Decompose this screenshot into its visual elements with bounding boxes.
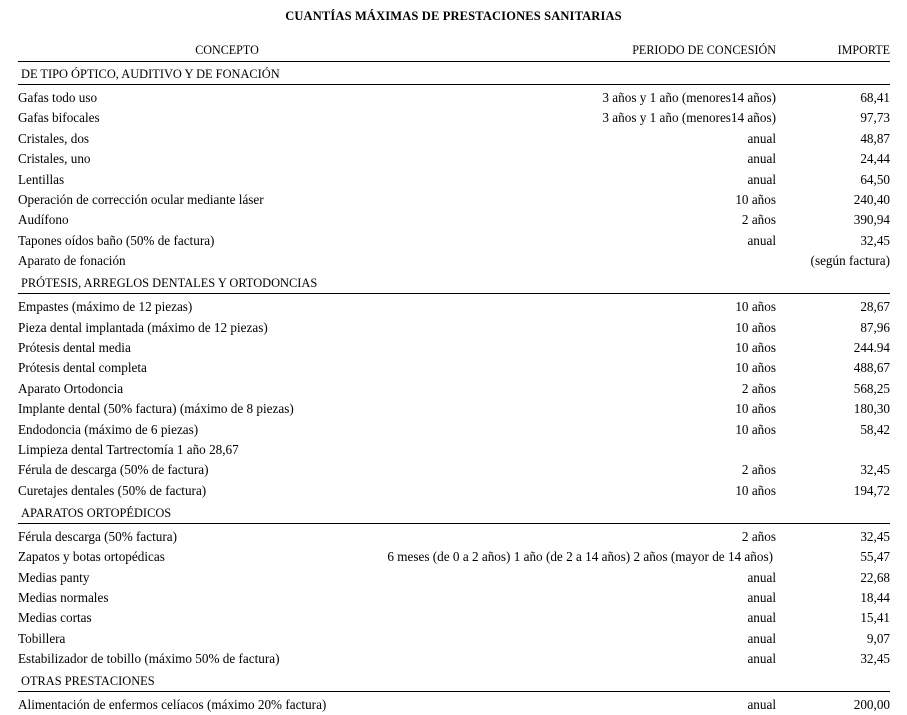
cell-importe: 390,94: [853, 212, 890, 228]
cell-periodo: 10 años: [735, 482, 776, 498]
section-header-row: [18, 501, 890, 524]
cell-importe: 568,25: [853, 380, 890, 396]
section-heading: APARATOS ORTOPÉDICOS: [18, 501, 436, 524]
section-header-spacer: [776, 62, 890, 85]
table-row: [18, 608, 890, 628]
table-body: [18, 62, 890, 715]
table-row: [18, 190, 890, 210]
cell-concepto: Gafas bifocales: [18, 110, 100, 126]
cell-concepto: Cristales, dos: [18, 130, 90, 146]
cell-concepto: Medias cortas: [18, 610, 92, 626]
column-header-concepto: CONCEPTO: [18, 42, 436, 62]
table-row: [18, 692, 890, 715]
cell-periodo: 10 años: [735, 299, 776, 315]
table-row: [18, 108, 890, 128]
table-row: [18, 628, 890, 648]
cell-importe: 97,73: [860, 110, 890, 126]
cell-concepto: Prótesis dental media: [18, 339, 131, 355]
cell-concepto: Cristales, uno: [18, 151, 91, 167]
benefits-table: [18, 42, 890, 715]
cell-concepto: Tapones oídos baño (50% de factura): [18, 232, 215, 248]
table-row: [18, 294, 890, 317]
cell-importe: 28,67: [860, 299, 890, 315]
cell-concepto: Endodoncia (máximo de 6 piezas): [18, 421, 199, 437]
cell-concepto: Medias normales: [18, 589, 109, 605]
table-row: [18, 399, 890, 419]
cell-periodo: anual: [747, 589, 776, 605]
cell-concepto: Empastes (máximo de 12 piezas): [18, 299, 193, 315]
cell-concepto: Alimentación de enfermos celíacos (máximo 20% factura): [18, 697, 327, 713]
table-row: [18, 251, 890, 271]
cell-importe: 200,00: [853, 697, 890, 713]
cell-importe: 180,30: [853, 401, 890, 417]
cell-importe: 32,45: [860, 232, 890, 248]
cell-concepto: Audífono: [18, 212, 69, 228]
cell-importe: 244.94: [853, 339, 890, 355]
cell-importe: 9,07: [866, 630, 890, 646]
cell-periodo: 10 años: [735, 360, 776, 376]
cell-concepto: Tobillera: [18, 630, 66, 646]
section-heading: OTRAS PRESTACIONES: [18, 669, 436, 692]
table-row: [18, 440, 890, 460]
cell-periodo: 10 años: [735, 319, 776, 335]
cell-importe: 48,87: [860, 130, 890, 146]
section-header-spacer: [436, 669, 776, 692]
cell-importe: 55,47: [860, 549, 890, 565]
table-row: [18, 317, 890, 337]
section-header-row: [18, 669, 890, 692]
cell-importe: 64,50: [860, 171, 890, 187]
cell-importe: 240,40: [853, 192, 890, 208]
cell-periodo: [436, 440, 776, 460]
cell-concepto: Aparato Ortodoncia: [18, 380, 124, 396]
cell-periodo: 10 años: [735, 401, 776, 417]
table-row: [18, 169, 890, 189]
table-row: [18, 587, 890, 607]
cell-concepto: Estabilizador de tobillo (máximo 50% de factura): [18, 651, 280, 667]
cell-periodo-text: 6 meses (de 0 a 2 años) 1 año (de 2 a 14 años) 2 años (mayor de 14 años): [387, 548, 773, 564]
table-row: [18, 230, 890, 250]
cell-concepto: Férula de descarga (50% de factura): [18, 462, 209, 478]
cell-concepto: Pieza dental implantada (máximo de 12 piezas): [18, 319, 268, 335]
page-title: CUANTÍAS MÁXIMAS DE PRESTACIONES SANITARIAS: [285, 9, 622, 23]
cell-periodo: anual: [747, 130, 776, 146]
cell-periodo: 3 años y 1 año (menores14 años): [602, 110, 776, 126]
cell-concepto: Prótesis dental completa: [18, 360, 147, 376]
cell-concepto: Gafas todo uso: [18, 90, 98, 105]
cell-periodo: 2 años: [741, 380, 776, 396]
table-row: [18, 480, 890, 500]
section-header-spacer: [436, 62, 776, 85]
cell-periodo: 2 años: [741, 212, 776, 228]
cell-importe: 68,41: [860, 90, 890, 105]
table-row: [18, 460, 890, 480]
table-row: [18, 358, 890, 378]
cell-importe: 32,45: [860, 528, 890, 544]
section-header-row: [18, 271, 890, 294]
cell-importe: 58,42: [860, 421, 890, 437]
cell-importe: 18,44: [860, 589, 890, 605]
table-row: [18, 210, 890, 230]
cell-periodo: anual: [747, 630, 776, 646]
cell-concepto: Curetajes dentales (50% de factura): [18, 482, 207, 498]
cell-concepto: Aparato de fonación: [18, 253, 126, 269]
cell-periodo: [436, 251, 776, 271]
section-header-spacer: [436, 501, 776, 524]
cell-importe: 488,67: [853, 360, 890, 376]
section-header-spacer: [776, 669, 890, 692]
table-row: [18, 85, 890, 108]
cell-importe: [776, 440, 890, 460]
cell-periodo: 2 años: [741, 462, 776, 478]
cell-periodo: 10 años: [735, 339, 776, 355]
cell-concepto: Zapatos y botas ortopédicas: [18, 549, 165, 565]
section-header-spacer: [436, 271, 776, 294]
cell-concepto: Implante dental (50% factura) (máximo de 8 piezas): [18, 401, 294, 417]
cell-importe: 15,41: [860, 610, 890, 626]
cell-concepto: Medias panty: [18, 569, 90, 585]
cell-importe: 87,96: [860, 319, 890, 335]
table-row: [18, 419, 890, 439]
section-heading: DE TIPO ÓPTICO, AUDITIVO Y DE FONACIÓN: [18, 62, 436, 85]
cell-concepto: Férula descarga (50% factura): [18, 528, 178, 544]
table-container: [18, 23, 890, 715]
cell-periodo: 2 años: [741, 528, 776, 544]
section-header-spacer: [776, 271, 890, 294]
column-header-periodo: PERIODO DE CONCESIÓN: [436, 42, 776, 62]
section-header-spacer: [776, 501, 890, 524]
table-row: [18, 378, 890, 398]
cell-periodo: 10 años: [735, 192, 776, 208]
column-header-row: [18, 42, 890, 62]
cell-concepto: Operación de corrección ocular mediante láser: [18, 192, 264, 208]
table-row: [18, 128, 890, 148]
cell-importe: (según factura): [810, 253, 890, 269]
table-row: [18, 523, 890, 546]
cell-periodo: anual: [747, 651, 776, 667]
table-row: [18, 547, 890, 567]
cell-periodo: anual: [747, 171, 776, 187]
cell-importe: 32,45: [860, 462, 890, 478]
section-heading: PRÓTESIS, ARREGLOS DENTALES Y ORTODONCIAS: [18, 271, 436, 294]
column-header-importe: IMPORTE: [776, 42, 890, 62]
cell-periodo: anual: [747, 151, 776, 167]
cell-periodo: anual: [747, 697, 776, 713]
table-row: [18, 567, 890, 587]
table-row: [18, 337, 890, 357]
cell-periodo: anual: [747, 610, 776, 626]
table-row: [18, 649, 890, 669]
cell-periodo: 3 años y 1 año (menores14 años): [602, 90, 776, 105]
cell-periodo: [387, 547, 776, 567]
cell-importe: 22,68: [860, 569, 890, 585]
cell-importe: 24,44: [860, 151, 890, 167]
table-row: [18, 149, 890, 169]
cell-importe: 32,45: [860, 651, 890, 667]
cell-periodo: anual: [747, 569, 776, 585]
cell-importe: 194,72: [853, 482, 890, 498]
cell-periodo: anual: [747, 232, 776, 248]
cell-concepto: Limpieza dental Tartrectomía 1 año 28,67: [18, 442, 239, 457]
cell-concepto: Lentillas: [18, 171, 65, 187]
cell-periodo: 10 años: [735, 421, 776, 437]
table-header: [18, 42, 890, 62]
section-header-row: [18, 62, 890, 85]
